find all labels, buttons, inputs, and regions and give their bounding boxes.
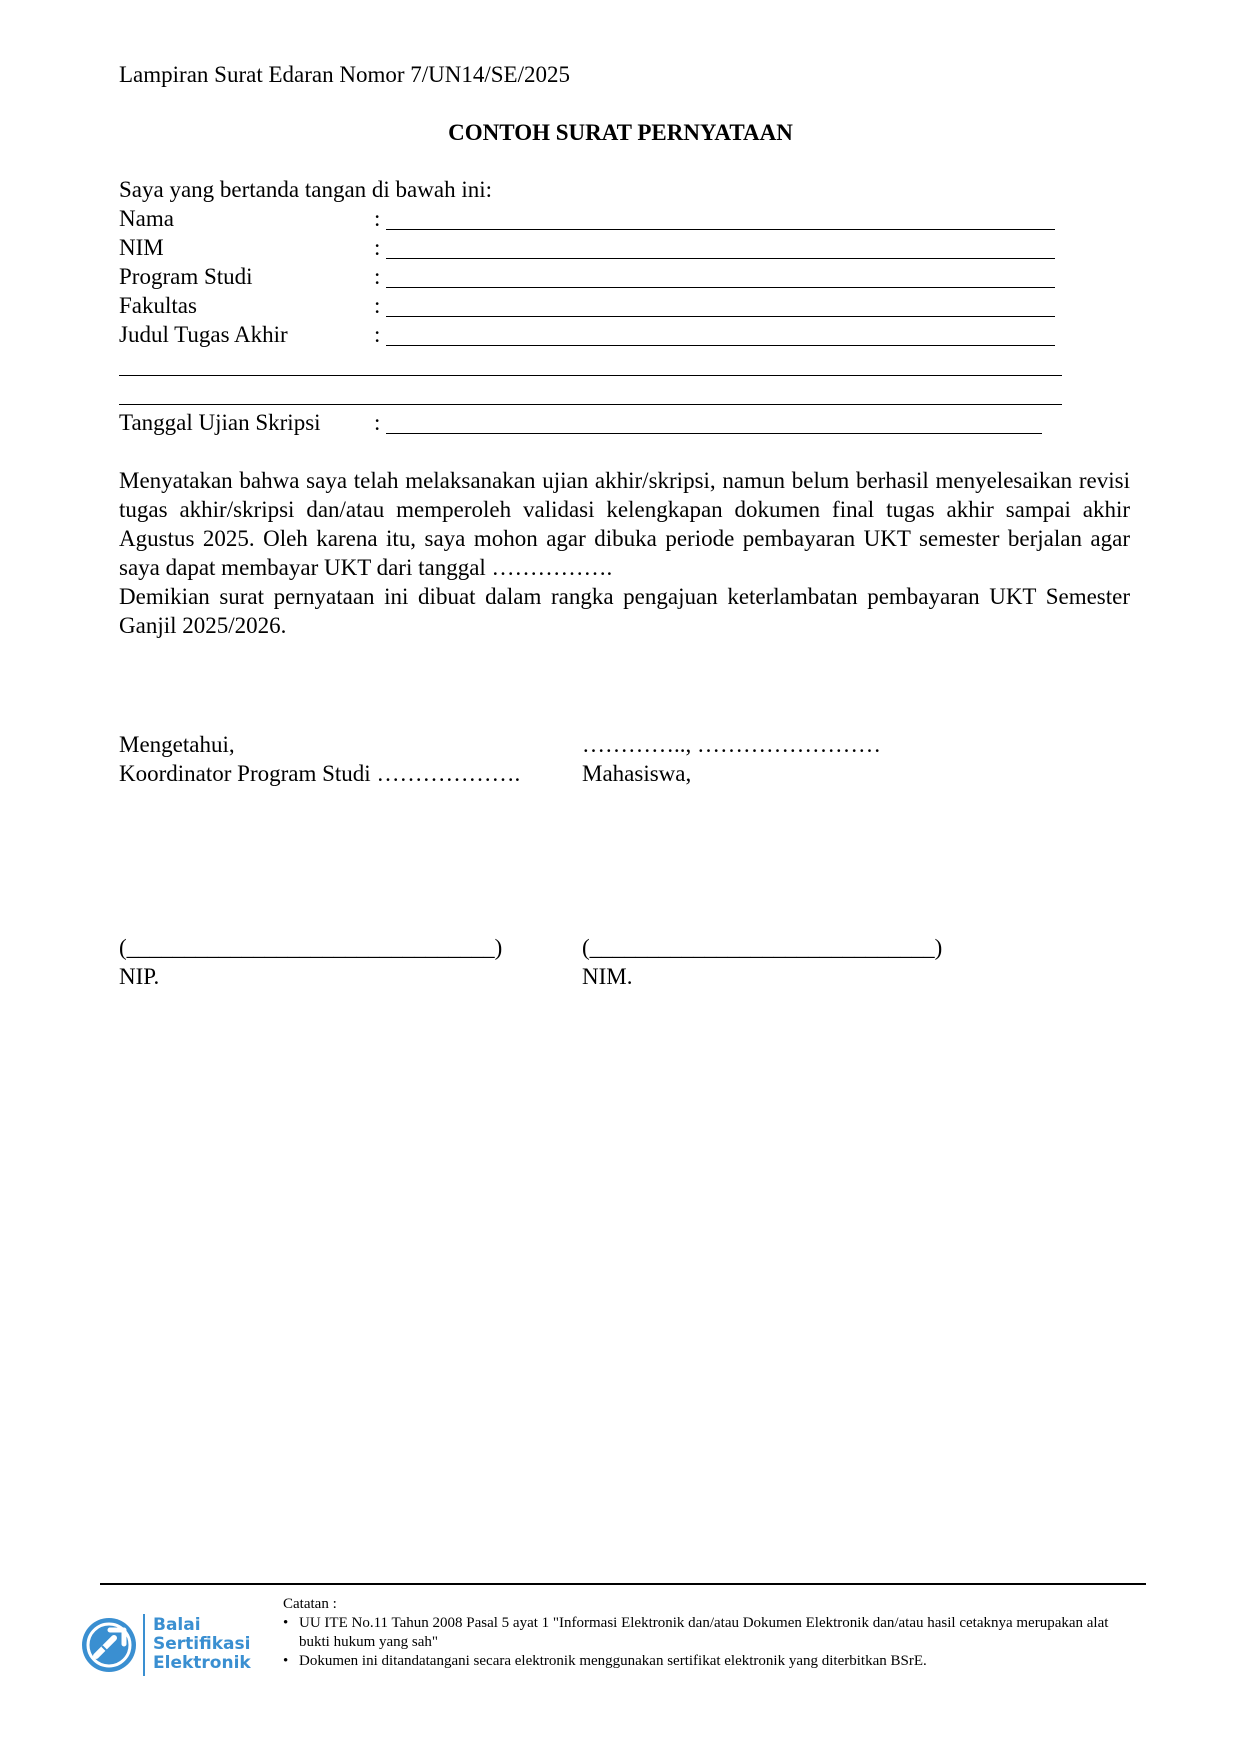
notes-list [283,1614,1133,1671]
field-label-nama: Nama [119,206,174,231]
note-item: • Dokumen ini ditandatangani secara elektronik menggunakan sertifikat elektronik yang diterbitkan BSrE. [283,1652,1133,1671]
footer-divider [100,1583,1146,1585]
field-colon: : [374,410,381,435]
intro-text: Saya yang bertanda tangan di bawah ini: [119,177,492,202]
field-blank-nim [386,258,1055,259]
field-label-judul: Judul Tugas Akhir [119,322,288,347]
field-blank-tanggal [386,433,1042,434]
coordinator-label: Koordinator Program Studi ………………. [119,761,521,786]
acknowledged-label: Mengetahui, [119,732,235,757]
nim-label: NIM. [582,964,633,989]
field-blank-judul-cont [119,404,1062,405]
field-label-tanggal: Tanggal Ujian Skripsi [119,410,321,435]
attachment-reference: Lampiran Surat Edaran Nomor 7/UN14/SE/2025 [119,62,570,87]
field-colon: : [374,206,381,231]
logo-separator [143,1614,145,1676]
place-date-blank: ………….., …………………… [582,732,881,757]
bsre-emblem-icon [80,1616,138,1674]
closing-paragraph: Demikian surat pernyataan ini dibuat dalam rangka pengajuan keterlambatan pembayaran UKT Semester Ganjil 2025/2026. [119,584,1130,638]
student-label: Mahasiswa, [582,761,692,786]
field-colon: : [374,293,381,318]
bsre-logo-text [153,1616,251,1673]
field-colon: : [374,322,381,347]
document-title: CONTOH SURAT PERNYATAAN [448,120,793,145]
field-blank-judul-cont [119,375,1062,376]
field-label-prodi: Program Studi [119,264,253,289]
logo-text-line: Sertifikasi [153,1634,251,1654]
logo-text-line: Balai [153,1615,201,1635]
field-blank-nama [386,229,1055,230]
field-label-nim: NIM [119,235,164,260]
note-item: • UU ITE No.11 Tahun 2008 Pasal 5 ayat 1 "Informasi Elektronik dan/atau Dokumen Elektronik dan/atau hasil cetaknya merupakan alat bukti hukum yang sah" [283,1614,1133,1652]
student-signature-blank: (______________________________) [582,935,943,960]
note-label: Catatan : [283,1596,337,1612]
statement-body [119,466,1130,640]
field-colon: : [374,264,381,289]
field-colon: : [374,235,381,260]
statement-paragraph: Menyatakan bahwa saya telah melaksanakan ujian akhir/skripsi, namun belum berhasil menyelesaikan revisi tugas akhir/skripsi dan/atau memperoleh validasi kelengkapan dokumen final tugas akhir sampai akhir Agustus 2025. Oleh karena itu, saya mohon agar dibuka periode pembayaran UKT semester berjalan agar saya dapat membayar UKT dari tanggal ……………. [119,468,1130,580]
field-blank-fakultas [386,316,1055,317]
field-label-fakultas: Fakultas [119,293,197,318]
field-blank-prodi [386,287,1055,288]
field-blank-judul [386,345,1055,346]
logo-text-line: Elektronik [153,1653,251,1673]
nip-label: NIP. [119,964,160,989]
coordinator-signature-blank: (________________________________) [119,935,503,960]
